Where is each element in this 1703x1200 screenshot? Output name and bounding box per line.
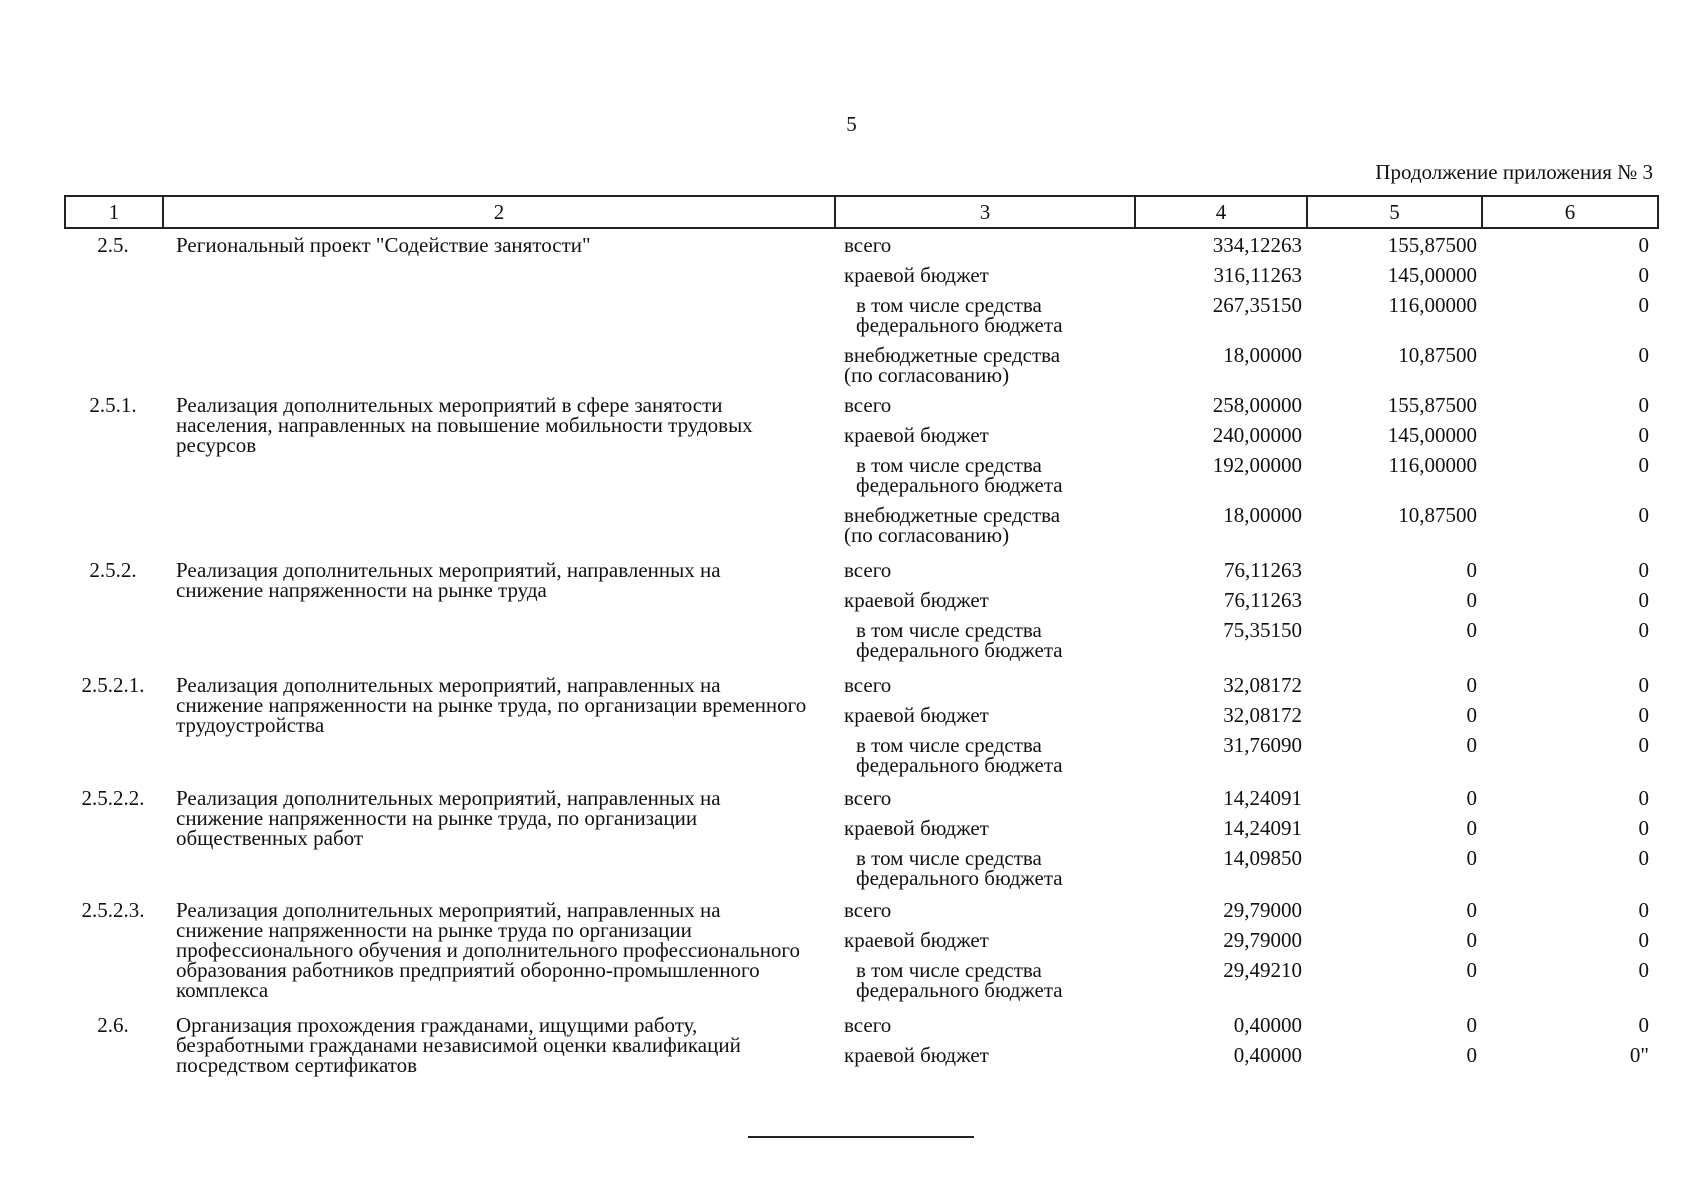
value-col-6: 0 [1638,423,1649,447]
value-col-5: 116,00000 [1388,453,1477,477]
value-col-6: 0 [1638,1013,1649,1037]
value-col-6: 0 [1638,558,1649,582]
funding-line [844,558,1649,582]
value-col-4: 0,40000 [1233,1013,1302,1037]
value-col-6: 0 [1638,703,1649,727]
column-header: 5 [1307,196,1482,228]
value-col-6: 0 [1638,293,1649,317]
value-col-5: 0 [1466,588,1477,612]
funding-line [844,293,1649,337]
funding-source-label: внебюджетные средства (по согласованию) [844,503,1061,547]
value-col-4: 76,11263 [1224,558,1302,582]
funding-line [844,958,1649,1002]
value-col-4: 75,35150 [1223,618,1302,642]
column-header-row [65,196,1658,228]
column-header: 2 [163,196,835,228]
funding-line [844,618,1649,662]
bottom-separator-line [748,1136,974,1138]
value-col-5: 0 [1466,958,1477,982]
funding-line [844,343,1649,387]
value-col-4: 76,11263 [1224,588,1302,612]
funding-source-label: в том числе средства федерального бюджета [856,846,1063,890]
row-name: Региональный проект "Содействие занятости" [176,233,591,257]
funding-line [844,898,1649,922]
funding-source-label: всего [844,786,892,810]
value-col-4: 267,35150 [1212,293,1302,317]
row-name: Реализация дополнительных мероприятий, направленных на снижение напряженности на рынке труда, по организации общественных работ [176,786,721,850]
value-col-6: 0 [1638,588,1649,612]
funding-source-label: всего [844,673,892,697]
value-col-4: 316,11263 [1213,263,1302,287]
funding-source-label: всего [844,233,892,257]
funding-line [844,703,1649,727]
row-name: Реализация дополнительных мероприятий, направленных на снижение напряженности на рынке труда [176,558,721,602]
value-col-4: 334,12263 [1212,233,1302,257]
value-col-6: 0 [1638,928,1649,952]
value-col-5: 155,87500 [1387,233,1477,257]
funding-line [844,588,1649,612]
value-col-6: 0 [1638,343,1649,367]
page-number: 5 [846,112,857,136]
value-col-6: 0 [1638,958,1649,982]
value-col-6: 0 [1638,673,1649,697]
value-col-5: 10,87500 [1398,343,1477,367]
funding-source-label: в том числе средства федерального бюджета [856,958,1063,1002]
value-col-6: 0 [1638,503,1649,527]
funding-line [844,786,1649,810]
value-col-5: 0 [1466,786,1477,810]
value-col-6: 0 [1638,263,1649,287]
value-col-5: 0 [1466,618,1477,642]
value-col-4: 18,00000 [1223,343,1302,367]
funding-line [844,846,1649,890]
row-number: 2.6. [97,1013,129,1037]
row-name: Организация прохождения гражданами, ищущими работу, безработными гражданами независимой оценки квалификаций посредством сертификатов [176,1013,741,1077]
funding-source-label: краевой бюджет [844,703,989,727]
value-col-4: 14,24091 [1223,816,1302,840]
value-col-5: 0 [1466,703,1477,727]
value-col-5: 0 [1466,846,1477,870]
funding-line [844,423,1649,447]
row-number: 2.5.2.3. [81,898,145,922]
funding-line [844,393,1649,417]
funding-line [844,733,1649,777]
funding-source-label: в том числе средства федерального бюджета [856,618,1063,662]
value-col-5: 0 [1466,1013,1477,1037]
row-number: 2.5.2.1. [81,673,145,697]
row-name: Реализация дополнительных мероприятий, направленных на снижение напряженности на рынке труда, по организации временного трудоустройства [176,673,807,737]
funding-source-label: всего [844,1013,892,1037]
funding-source-label: всего [844,393,892,417]
row-number: 2.5.2. [89,558,137,582]
row-number: 2.5.1. [89,393,137,417]
funding-source-label: краевой бюджет [844,928,989,952]
value-col-5: 116,00000 [1388,293,1477,317]
value-col-6: 0 [1638,846,1649,870]
row-name: Реализация дополнительных мероприятий, направленных на снижение напряженности на рынке труда по организации профессионального обучения и дополнительного профессионального образования работников предприятий оборонно-промышленного комплекса [176,898,801,1002]
value-col-6: 0 [1638,393,1649,417]
funding-source-label: краевой бюджет [844,588,989,612]
funding-line [844,928,1649,952]
value-col-5: 0 [1466,898,1477,922]
value-col-4: 31,76090 [1223,733,1302,757]
value-col-5: 155,87500 [1387,393,1477,417]
value-col-4: 14,09850 [1223,846,1302,870]
funding-source-label: внебюджетные средства (по согласованию) [844,343,1061,387]
value-col-4: 14,24091 [1223,786,1302,810]
value-col-5: 145,00000 [1387,263,1477,287]
funding-source-label: в том числе средства федерального бюджета [856,293,1063,337]
funding-source-label: краевой бюджет [844,1043,989,1067]
value-col-5: 0 [1466,733,1477,757]
funding-source-label: всего [844,558,892,582]
column-header-table [64,195,1659,229]
funding-line [844,1013,1649,1037]
funding-line [844,263,1649,287]
value-col-4: 29,49210 [1223,958,1302,982]
value-col-5: 145,00000 [1387,423,1477,447]
value-col-4: 32,08172 [1223,703,1302,727]
value-col-4: 192,00000 [1212,453,1302,477]
value-col-5: 0 [1466,673,1477,697]
value-col-4: 18,00000 [1223,503,1302,527]
value-col-6: 0 [1638,453,1649,477]
value-col-6: 0 [1638,618,1649,642]
value-col-6: 0 [1638,816,1649,840]
funding-line [844,503,1649,547]
value-col-5: 10,87500 [1398,503,1477,527]
appendix-note: Продолжение приложения № 3 [1375,160,1653,184]
value-col-6: 0 [1638,733,1649,757]
value-col-5: 0 [1466,558,1477,582]
value-col-6: 0" [1629,1043,1649,1067]
column-header: 4 [1135,196,1307,228]
funding-source-label: краевой бюджет [844,263,989,287]
funding-line [844,1043,1649,1067]
value-col-6: 0 [1638,233,1649,257]
funding-source-label: всего [844,898,892,922]
value-col-5: 0 [1466,816,1477,840]
value-col-6: 0 [1638,786,1649,810]
funding-line [844,453,1649,497]
row-number: 2.5. [97,233,129,257]
value-col-6: 0 [1638,898,1649,922]
funding-source-label: в том числе средства федерального бюджета [856,453,1063,497]
row-number: 2.5.2.2. [81,786,145,810]
funding-source-label: в том числе средства федерального бюджета [856,733,1063,777]
funding-line [844,816,1649,840]
row-name: Реализация дополнительных мероприятий в сфере занятости населения, направленных на повышение мобильности трудовых ресурсов [176,393,753,457]
value-col-4: 0,40000 [1233,1043,1302,1067]
value-col-5: 0 [1466,928,1477,952]
funding-source-label: краевой бюджет [844,816,989,840]
column-header: 3 [835,196,1135,228]
value-col-4: 29,79000 [1223,928,1302,952]
column-header: 1 [65,196,163,228]
value-col-4: 240,00000 [1212,423,1302,447]
funding-source-label: краевой бюджет [844,423,989,447]
value-col-4: 258,00000 [1212,393,1302,417]
value-col-5: 0 [1466,1043,1477,1067]
funding-line [844,233,1649,257]
column-header: 6 [1482,196,1658,228]
funding-line [844,673,1649,697]
value-col-4: 32,08172 [1223,673,1302,697]
value-col-4: 29,79000 [1223,898,1302,922]
